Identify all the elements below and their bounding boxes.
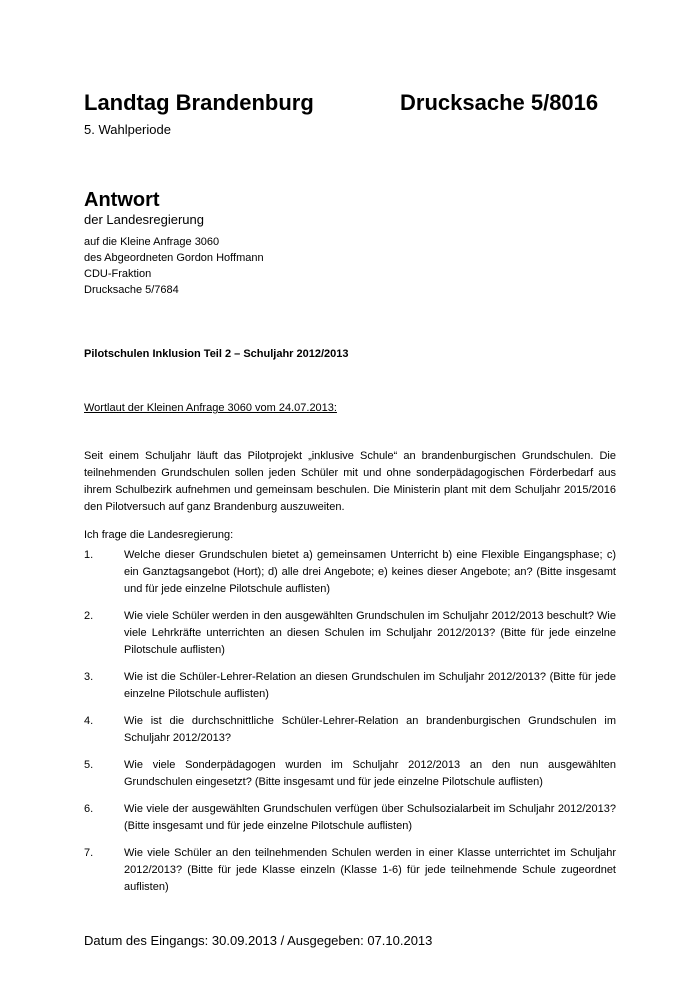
question-item (84, 713, 616, 747)
question-number: 3. (84, 671, 94, 683)
receipt-date-footer: Datum des Eingangs: 30.09.2013 / Ausgegeben: 07.10.2013 (84, 933, 433, 948)
meta-line: CDU-Fraktion (84, 268, 152, 280)
question-item (84, 845, 616, 896)
question-text: Welche dieser Grundschulen bietet a) gemeinsamen Unterricht b) eine Flexible Eingangsphase; c) ein Ganztagsangebot (Hort); d) alle drei Angebote; e) keines dieser Angebote; an? (Bitte insgesamt und für jede einzelne Pilotschule auflisten) (124, 549, 616, 595)
parliament-name: Landtag Brandenburg (84, 90, 314, 115)
document-number: Drucksache 5/8016 (400, 90, 599, 115)
question-item (84, 757, 616, 791)
document-header (84, 88, 624, 120)
question-text: Wie viele der ausgewählten Grundschulen verfügen über Schulsozialarbeit im Schuljahr 2012/2013? (Bitte insgesamt und für jede einzelne Pilotschule auflisten) (124, 803, 616, 832)
question-text: Wie ist die Schüler-Lehrer-Relation an diesen Grundschulen im Schuljahr 2012/2013? (Bitte für jede einzelne Pilotschule auflisten) (124, 671, 616, 700)
question-item (84, 669, 616, 703)
question-text: Wie viele Schüler an den teilnehmenden Schulen werden in einer Klasse unterrichtet im Schuljahr 2012/2013? (Bitte für jede Klasse einzeln (Klasse 1-6) für jede teilnehmende Schule zugeordnet auflisten) (124, 847, 616, 893)
question-item (84, 608, 616, 659)
question-list (84, 547, 616, 906)
question-number: 5. (84, 759, 94, 771)
meta-line: Drucksache 5/7684 (84, 284, 179, 296)
question-number: 4. (84, 715, 94, 727)
question-number: 7. (84, 847, 94, 859)
question-text: Wie viele Sonderpädagogen wurden im Schuljahr 2012/2013 an den nun ausgewählten Grundschulen eingesetzt? (Bitte insgesamt und für jede einzelne Pilotschule auflisten) (124, 759, 616, 788)
legislative-period: 5. Wahlperiode (84, 122, 171, 137)
question-item (84, 547, 616, 598)
question-number: 6. (84, 803, 94, 815)
question-text: Wie viele Schüler werden in den ausgewählten Grundschulen im Schuljahr 2012/2013 beschult? Wie viele Lehrkräfte unterrichten an diesen Schulen im Schuljahr 2012/2013? (Bitte für jede einzelne Pilotschule auflisten) (124, 610, 616, 656)
question-number: 1. (84, 549, 94, 561)
question-lead: Ich frage die Landesregierung: (84, 529, 234, 541)
question-number: 2. (84, 610, 94, 622)
answer-meta (84, 234, 264, 298)
question-text: Wie ist die durchschnittliche Schüler-Lehrer-Relation an brandenburgischen Grundschulen im Schuljahr 2012/2013? (124, 715, 616, 744)
subject-heading: Pilotschulen Inklusion Teil 2 – Schuljahr 2012/2013 (84, 348, 349, 360)
meta-line: des Abgeordneten Gordon Hoffmann (84, 252, 264, 264)
question-item (84, 801, 616, 835)
answer-title: Antwort (84, 189, 160, 211)
answer-from: der Landesregierung (84, 212, 204, 227)
intro-paragraph: Seit einem Schuljahr läuft das Pilotprojekt „inklusive Schule“ an brandenburgischen Grundschulen. Die teilnehmenden Grundschulen sollen jeden Schüler mit und ohne sonderpädagogischen Förderbedarf aus ihrem Schulbezirk aufnehmen und gemeinsam beschulen. Die Ministerin plant mit dem Schuljahr 2015/2016 den Pilotversuch auf ganz Brandenburg auszuweiten. (84, 450, 616, 514)
inquiry-wording-heading: Wortlaut der Kleinen Anfrage 3060 vom 24.07.2013: (84, 402, 337, 414)
meta-line: auf die Kleine Anfrage 3060 (84, 236, 220, 248)
